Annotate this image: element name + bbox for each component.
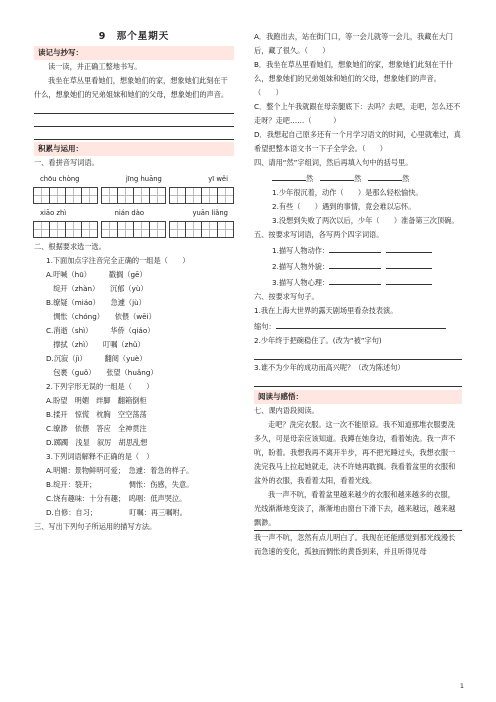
fill-sentence: 3.没想到失败了两次以后，少年（ ）准备第三次顶碗。 <box>272 216 459 225</box>
answer-boxes[interactable] <box>102 221 166 238</box>
option-line: C.缭渺 依偎 答应 全神贯注 <box>46 424 147 433</box>
word-prompt: 2.描写人物外貌： <box>272 262 330 271</box>
page-number: 1 <box>459 682 464 690</box>
answer-boxes[interactable] <box>102 187 166 204</box>
writing-line-2[interactable] <box>34 115 234 127</box>
question-2: 二、根据要求选一选。 <box>34 242 106 251</box>
option-line: C.消逝（shì） 华侨（qiáo） <box>46 326 155 335</box>
writing-line[interactable] <box>254 375 462 387</box>
question-3: 三、写出下列句子所运用的描写方法。 <box>34 522 157 531</box>
option-paragraph: C．整个上午我就跟在母亲腿底下：去吗？去吧，走吧，怎么还不走呀？走吧……（ ） <box>254 102 461 125</box>
option-line: 惆怅（chóng） 依偎（wēi） <box>46 312 156 321</box>
option-paragraph: B．我坐在草丛里看她们，想象她们的家，想象她们此刻在干什么，想象她们的兄弟姐妹和她们的父母，想象她们的声音。（ ） <box>254 60 453 97</box>
fill-sentence: 1.少年很沉着，动作（ ）是那么轻松愉快。 <box>272 188 423 197</box>
blank[interactable] <box>320 170 354 181</box>
option-paragraph: D．我想起自己原多还有一个月学习语文的时间，心里就难过，真希望把整本语文书一下子全学会。（ ） <box>254 130 461 153</box>
tianzi-grid-row-1 <box>34 187 234 204</box>
fill-sentence: 2.有些（ ）遇到的事情，竟会难以忘怀。 <box>272 202 416 211</box>
blank[interactable] <box>329 258 381 269</box>
underlined-passage: 我一声不吭，看着盆里越来越少的衣服和越来越多的衣服，光线渐渐地变淡了，渐渐地由窗台下滑下去，越来越远，越来越飘渺。 <box>254 488 462 531</box>
pinyin-row-1 <box>34 172 234 186</box>
option-line: D.踯躅 浅显 叙厉 胡思乱想 <box>46 438 148 447</box>
pinyin-item: yuān liǎng <box>192 209 228 217</box>
option-line: C.饶有趣味：十分有趣； 呜咽：低声哭泣。 <box>46 494 187 503</box>
option-line: 撑拭（zhì） 叮嘱（zhǔ） <box>46 340 145 349</box>
word-prompt-line <box>254 258 462 274</box>
read-instruction: 读一读，并正确工整地书写。 <box>48 62 142 71</box>
writing-line-3[interactable] <box>34 128 234 140</box>
option-line: B.绽开：裂开； 惆怅：伤感，失意。 <box>46 480 194 489</box>
shrink-label: 缩句： <box>254 322 276 331</box>
pinyin-row-2 <box>34 206 234 220</box>
blank[interactable] <box>386 258 432 269</box>
blank[interactable] <box>386 274 432 285</box>
question-2-2: 2.下列字形无误的一组是（ ） <box>46 382 154 391</box>
sentence-task: 3.谁不为少年的成功而高兴呢？（改为陈述句） <box>254 363 405 372</box>
question-2-3: 3.下列词语解释不正确的是（ ） <box>46 452 154 461</box>
pinyin-item: chōu chòng <box>40 175 80 183</box>
blank[interactable] <box>329 242 381 253</box>
section-accumulate: 积累与运用： <box>34 142 234 156</box>
tianzi-grid-row-2 <box>34 221 234 238</box>
answer-boxes[interactable] <box>34 187 98 204</box>
pinyin-item: nián dào <box>114 209 145 217</box>
sentence-task: 1.我在上海大世界的露天剧场里看杂技表演。 <box>254 306 398 315</box>
question-7: 七、课内语段阅读。 <box>254 406 319 415</box>
question-5: 五、按要求写词语，各写两个四字词语。 <box>254 230 384 239</box>
question-4: 四、请用“然”字组词，然后再填入句中的括号里。 <box>254 158 413 167</box>
ran-char: 然 <box>402 174 410 183</box>
option-line: A.明媚：景物鲜明可爱； 急遽：着急的样子。 <box>46 466 194 475</box>
copy-passage: 我坐在草丛里看她们，想象她们的家，想象她们此刻在干什么，想象她们的兄弟姐妹和她们的父母，想象她们的声音。 <box>34 76 229 99</box>
option-paragraph: A．我跑出去，站在街门口，等一会儿就等一会儿，我藏在大门后，藏了很久。（ ） <box>254 32 453 55</box>
writing-line[interactable] <box>254 348 462 360</box>
sentence-task-line <box>254 318 462 334</box>
question-6: 六、按要求写句子。 <box>254 292 319 301</box>
word-prompt: 3.描写人物心理： <box>272 278 330 287</box>
answer-boxes[interactable] <box>34 221 98 238</box>
pinyin-item: xiāo zhì <box>40 209 67 217</box>
sentence-task: 2.少年终于把碗稳住了。(改为“被”字句) <box>254 336 382 345</box>
option-line: A.吁喊（hū） 戳搁（gē） <box>46 270 147 279</box>
question-1: 一、看拼音写词语。 <box>34 158 99 167</box>
pinyin-item: yī wěi <box>208 175 228 183</box>
option-line: A.盼望 明媚 绊脚 翻箱倒柜 <box>46 396 147 405</box>
section-read-write: 读记与抄写： <box>34 46 234 60</box>
question-2-1: 1.下面加点字注音完全正确的一组是（ ） <box>46 256 190 265</box>
writing-line-1[interactable] <box>34 102 234 114</box>
left-column <box>34 30 234 534</box>
option-line: D.沉寂（jì） 翻阅（yuè） <box>46 354 147 363</box>
option-line: B.揉开 惊慌 枕胸 空空荡荡 <box>46 410 147 419</box>
option-line: 包裹（guǒ） 张望（huǎng） <box>46 368 158 377</box>
word-prompt-line <box>254 274 462 290</box>
word-prompt-line <box>254 242 462 258</box>
answer-boxes[interactable] <box>170 187 234 204</box>
blank[interactable] <box>329 274 381 285</box>
option-line: D.自修：自习； 叮嘱：再三嘱咐。 <box>46 508 187 517</box>
option-line: 绽开（zhàn） 沉郁（yù） <box>46 284 148 293</box>
ran-blanks <box>254 170 462 186</box>
passage-text: 我一声不吭，忽然有点儿明白了。我现在还能感觉到那光线漫长而急速的变化，孤独而惆怅的黄昏到来，并且听得见母 <box>254 533 456 556</box>
reading-passage <box>254 418 462 559</box>
blank[interactable] <box>272 170 306 181</box>
lesson-title: 9 那个星期天 <box>98 31 170 42</box>
ran-char: 然 <box>354 174 362 183</box>
blank[interactable] <box>386 242 432 253</box>
pinyin-item: jīng huāng <box>125 175 162 183</box>
blank[interactable] <box>368 170 402 181</box>
passage-text: 走吧？洗完衣服。这一次不能原谅。我不知道那堆衣服要洗多久，可是母亲应该知道。我蹲在她身边，看着她洗。我一声不吭，盼着。我想我再不离开半步，再不把光睡过头，我想衣服一洗完我马上拉起她就走，决不许她再耽搁。我看着盆里的衣服和盆外的衣服，我看着太阳，看着光线。 <box>254 420 456 485</box>
ran-char: 然 <box>306 174 314 183</box>
option-line: B.缭疑（miáo） 急遽（jù） <box>46 298 146 307</box>
blank[interactable] <box>276 318 446 329</box>
right-column <box>254 30 462 559</box>
section-reading: 阅读与感悟： <box>254 390 462 404</box>
answer-boxes[interactable] <box>170 221 234 238</box>
word-prompt: 1.描写人物动作： <box>272 246 330 255</box>
